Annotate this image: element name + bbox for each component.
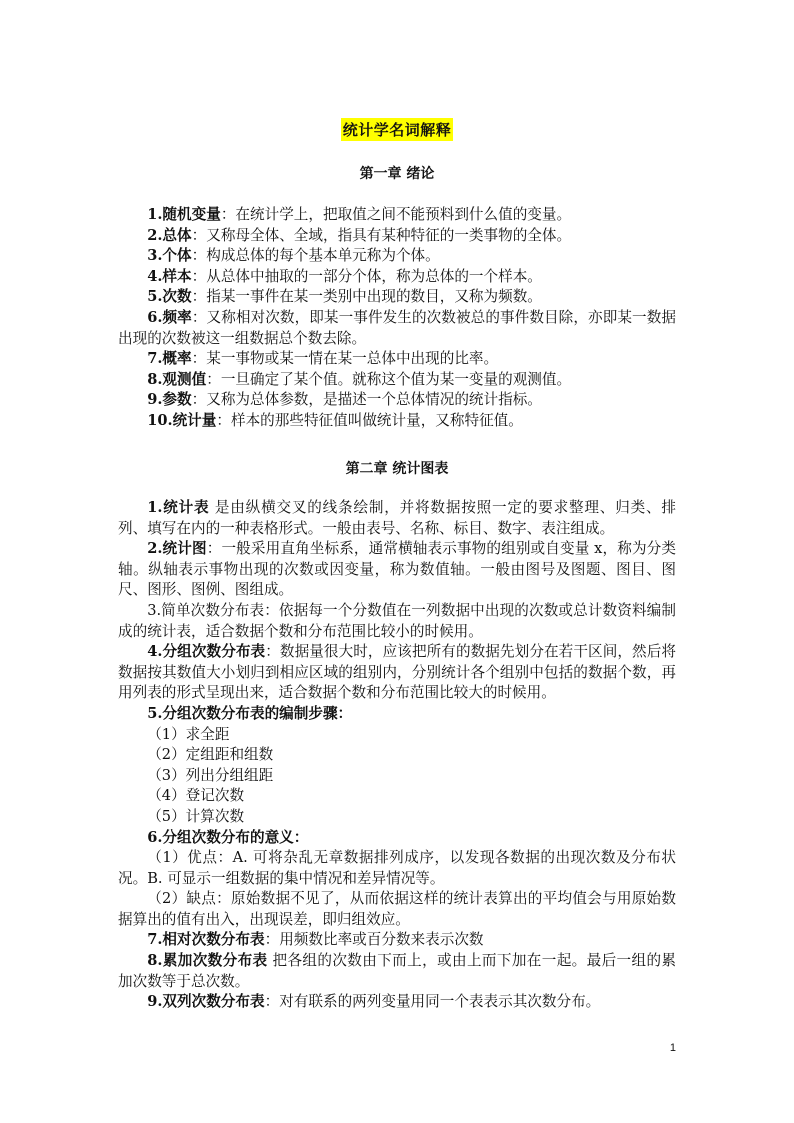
chapter2-body — [118, 498, 676, 1013]
page-number: 1 — [669, 1042, 676, 1054]
entry: 6.频率：又称相对次数，即某一事件发生的次数被总的事件数目除，亦即某一数据出现的次数被这一组数据总个数去除。 — [118, 308, 676, 347]
step-item: （5）计算次数 — [147, 807, 245, 825]
entry: 3.个体：构成总体的每个基本单元称为个体。 — [147, 247, 440, 265]
entry-simple-frequency-table: 3.简单次数分布表：依据每一个分数值在一列数据中出现的次数或总计数资料编制成的统计表，适合数据个数和分布范围比较小的时候用。 — [118, 601, 676, 640]
step-item: （4）登记次数 — [147, 787, 245, 805]
significance-advantages: （1）优点：A. 可将杂乱无章数据排列成序，以发现各数据的出现次数及分布状况。B. 可显示一组数据的集中情况和差异情况等。 — [118, 849, 676, 887]
entry: 10.统计量：样本的那些特征值叫做统计量，又称特征值。 — [147, 411, 523, 429]
chapter1-body — [118, 205, 676, 432]
entry-cumulative-frequency-table: 8.累加次数分布表 把各组的次数由下而上，或由上而下加在一起。最后一组的累加次数等于总次数。 — [118, 952, 676, 990]
entry: 2.总体：又称母全体、全域，指具有某种特征的一类事物的全体。 — [147, 226, 572, 244]
entry-relative-frequency-table: 7.相对次数分布表：用频数比率或百分数来表示次数 — [147, 931, 484, 949]
entry-statistical-table: 1.统计表 是由纵横交叉的线条绘制，并将数据按照一定的要求整理、归类、排列、填写在内的一种表格形式。一般由表号、名称、标目、数字、表注组成。 — [118, 499, 676, 537]
step-item: （2）定组距和组数 — [147, 746, 274, 764]
doc-title-wrap — [0, 118, 794, 141]
entry: 4.样本：从总体中抽取的一部分个体，称为总体的一个样本。 — [147, 267, 542, 285]
entry-statistical-chart: 2.统计图：一般采用直角坐标系，通常横轴表示事物的组别或自变量 x，称为分类轴。纵轴表示事物出现的次数或因变量，称为数值轴。一般由图号及图题、图目、图尺、图形、图例、图组成。 — [118, 540, 676, 599]
entry: 8.观测值：一旦确定了某个值。就称这个值为某一变量的观测值。 — [147, 370, 572, 388]
entry-grouped-frequency-table: 4.分组次数分布表：数据量很大时，应该把所有的数据先划分在若干区间，然后将数据按其数值大小划归到相应区域的组别内，分别统计各个组别中包括的数据个数，再用列表的形式呈现出来，适合数据个数和分布范围比较大的时候用。 — [118, 643, 676, 702]
doc-title: 统计学名词解释 — [341, 118, 454, 141]
chapter2-title: 第二章 统计图表 — [345, 461, 449, 477]
entry-significance: 6.分组次数分布的意义： — [147, 828, 309, 846]
entry: 7.概率：某一事物或某一情在某一总体中出现的比率。 — [147, 350, 499, 368]
step-item: （1）求全距 — [147, 725, 230, 743]
entry: 1.随机变量：在统计学上，把取值之间不能预料到什么值的变量。 — [147, 206, 572, 223]
entry: 5.次数：指某一事件在某一类别中出现的数目，又称为频数。 — [147, 288, 542, 306]
significance-disadvantages: （2）缺点：原始数据不见了，从而依据这样的统计表算出的平均值会与用原始数据算出的值有出入，出现误差，即归组效应。 — [118, 890, 676, 928]
chapter1-title: 第一章 绪论 — [359, 166, 435, 182]
step-item: （3）列出分组组距 — [147, 766, 274, 784]
entry-bivariate-frequency-table: 9.双列次数分布表：对有联系的两列变量用同一个表表示其次数分布。 — [147, 993, 601, 1011]
entry-compilation-steps: 5.分组次数分布表的编制步骤： — [147, 704, 353, 722]
entry: 9.参数：又称为总体参数，是描述一个总体情况的统计指标。 — [147, 391, 542, 409]
